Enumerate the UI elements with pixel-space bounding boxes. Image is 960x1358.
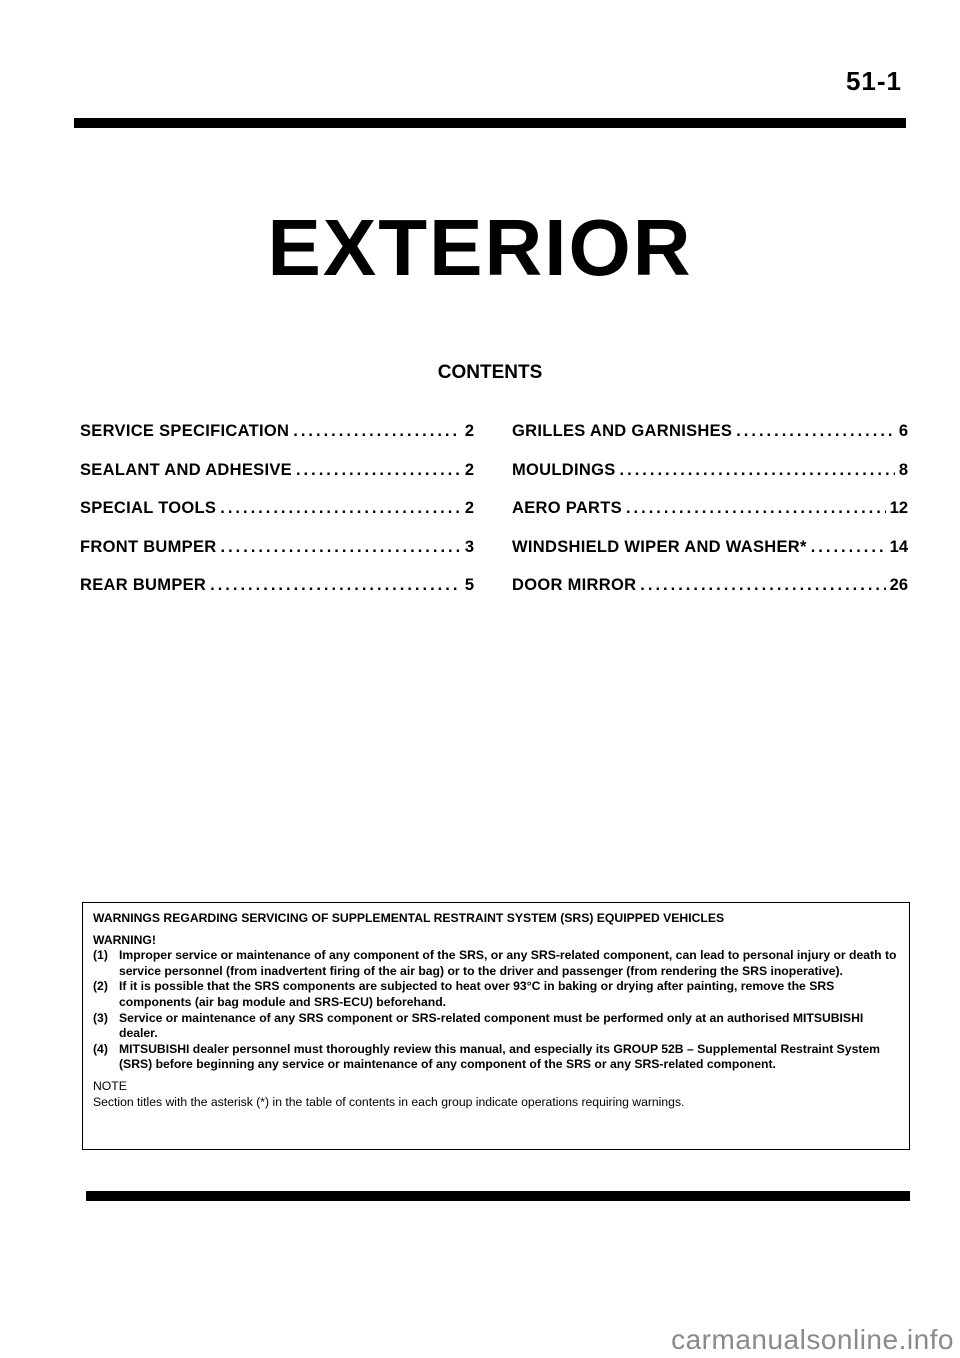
warning-item-text: If it is possible that the SRS components are subjected to heat over 93°C in baking or drying after painting, remove the SRS components (air bag module and SRS-ECU) beforehand.	[119, 979, 835, 1009]
toc-leader-dots	[736, 422, 895, 441]
toc-leader-dots	[221, 538, 461, 557]
warning-item	[93, 1011, 899, 1042]
warning-item-text: MITSUBISHI dealer personnel must thoroughly review this manual, and especially its GROUP 52B – Supplemental Restraint System (SRS) before beginning any service or maintenance of any component of the SRS or any SRS-related component.	[119, 1041, 881, 1072]
toc-entry-page: 6	[898, 422, 908, 440]
top-rule	[74, 118, 906, 128]
warning-item	[93, 948, 899, 979]
toc-leader-dots	[811, 538, 886, 557]
toc-leader-dots	[640, 576, 885, 595]
warning-label: WARNING!	[93, 932, 156, 947]
toc-leader-dots	[220, 499, 461, 518]
warning-box-heading: WARNINGS REGARDING SERVICING OF SUPPLEMENTAL RESTRAINT SYSTEM (SRS) EQUIPPED VEHICLES	[93, 911, 725, 925]
toc-entry-label: SEALANT AND ADHESIVE	[80, 460, 292, 479]
toc-entry[interactable]	[80, 499, 474, 538]
warning-list	[93, 948, 899, 1073]
toc-entry-label: AERO PARTS	[512, 499, 622, 517]
toc-entry-page: 3	[464, 537, 474, 556]
toc-entry-page: 5	[464, 576, 474, 594]
toc-leader-dots	[620, 461, 895, 480]
toc-entry-label: SERVICE SPECIFICATION	[80, 422, 290, 440]
toc-entry-page: 2	[464, 422, 474, 440]
toc-entry-page: 26	[889, 576, 908, 594]
toc-entry[interactable]	[512, 576, 908, 615]
warning-item-number: (1)	[93, 948, 108, 963]
warning-item	[93, 1042, 899, 1073]
toc-entry-label: GRILLES AND GARNISHES	[512, 422, 733, 440]
toc-leader-dots	[210, 576, 461, 595]
warning-item-number: (3)	[93, 1010, 108, 1025]
toc-entry-page: 8	[898, 460, 908, 479]
page-number: 51-1	[845, 66, 902, 96]
toc-entry[interactable]	[80, 461, 474, 500]
warning-item-text: Service or maintenance of any SRS component or SRS-related component must be performed only at an authorised MITSUBISHI dealer.	[119, 1010, 864, 1041]
bottom-rule	[86, 1191, 910, 1201]
toc-entry-label: MOULDINGS	[512, 460, 616, 479]
toc-entry-label: DOOR MIRROR	[512, 576, 637, 594]
warning-item-number: (4)	[93, 1041, 108, 1056]
toc-entry[interactable]	[80, 538, 474, 577]
note-label: NOTE	[93, 1078, 127, 1093]
toc-entry[interactable]	[512, 538, 908, 577]
toc-right-column	[512, 422, 908, 615]
toc-entry-label: REAR BUMPER	[80, 576, 207, 594]
page-title: EXTERIOR	[267, 203, 693, 292]
warning-item-text: Improper service or maintenance of any component of the SRS, or any SRS-related component, can lead to personal injury or death to service personnel (from inadvertent firing of the air bag) or to the driver and passenger (from rendering the SRS inoperative).	[119, 948, 897, 978]
toc-entry-page: 2	[464, 460, 474, 479]
toc-leader-dots	[626, 499, 886, 518]
toc-entry-page: 12	[889, 499, 908, 517]
toc-entry[interactable]	[80, 576, 474, 615]
toc-entry-page: 2	[464, 499, 474, 517]
warning-item-number: (2)	[93, 979, 108, 994]
toc-entry[interactable]	[512, 499, 908, 538]
contents-heading: CONTENTS	[437, 362, 543, 383]
toc-entry[interactable]	[80, 422, 474, 461]
toc-leader-dots	[293, 422, 461, 441]
toc-entry-label: WINDSHIELD WIPER AND WASHER*	[512, 537, 807, 556]
toc-entry-page: 14	[889, 537, 908, 556]
note-text: Section titles with the asterisk (*) in the table of contents in each group indicate operations requiring warnings.	[93, 1094, 685, 1109]
toc-entry[interactable]	[512, 461, 908, 500]
toc-entry[interactable]	[512, 422, 908, 461]
toc-entry-label: FRONT BUMPER	[80, 537, 217, 556]
toc-entry-label: SPECIAL TOOLS	[80, 499, 217, 517]
warning-item	[93, 979, 899, 1010]
toc-left-column	[80, 422, 474, 615]
site-watermark: carmanualsonline.info	[671, 1324, 954, 1355]
toc-leader-dots	[296, 461, 461, 480]
srs-warning-box	[82, 902, 910, 1150]
